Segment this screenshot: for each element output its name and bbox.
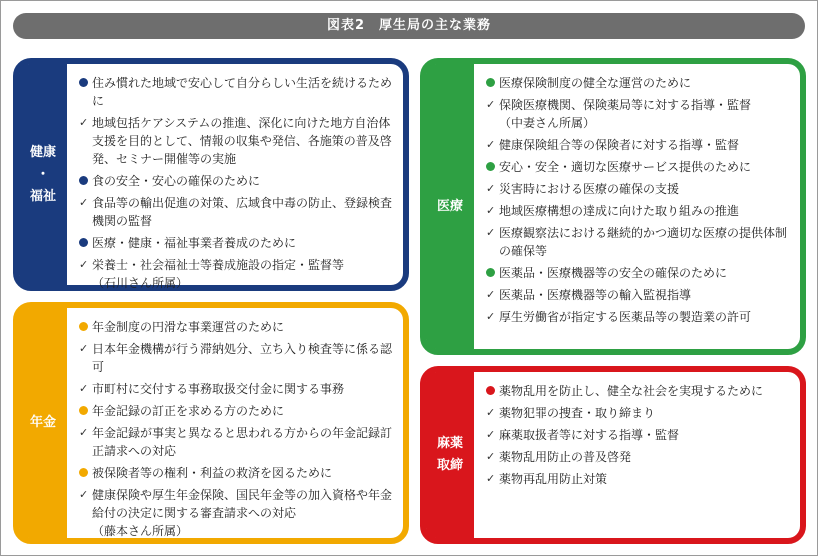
check-mark-icon: ✓	[486, 450, 496, 463]
item-text: 医療・健康・福祉事業者養成のために	[92, 236, 297, 250]
task-item	[79, 424, 395, 460]
task-item	[79, 486, 395, 540]
check-mark-icon: ✓	[486, 406, 496, 419]
bullet-dot-icon	[79, 78, 88, 87]
panel-label-pension: 年金	[19, 308, 67, 538]
item-text: 医薬品・医療機器等の安全の確保のために	[499, 266, 728, 280]
panel-content-medical	[486, 74, 792, 330]
check-mark-icon: ✓	[486, 204, 496, 217]
task-item	[486, 308, 792, 326]
section-heading	[79, 402, 395, 420]
item-text: 市町村に交付する事務取扱交付金に関する事務	[92, 382, 345, 396]
bullet-dot-icon	[79, 464, 91, 482]
section-heading	[486, 264, 792, 282]
bullet-dot-icon	[79, 468, 88, 477]
panel-content-health-welfare	[79, 74, 395, 296]
check-mark-icon: ✓	[486, 138, 496, 151]
bullet-dot-icon	[486, 264, 498, 282]
panel-content-narcotics-control	[486, 382, 792, 492]
item-text: 薬物乱用防止の普及啓発	[499, 450, 632, 464]
panel-label-medical: 医療	[426, 64, 474, 349]
item-text: 医療観察法における継続的かつ適切な医療の提供体制の確保等	[499, 226, 788, 258]
check-mark-icon: ✓	[79, 116, 89, 129]
section-heading	[486, 382, 792, 400]
figure-title: 図表2 厚生局の主な業務	[13, 13, 805, 39]
bullet-dot-icon	[79, 238, 88, 247]
task-item	[79, 340, 395, 376]
check-mark-icon: ✓	[486, 288, 496, 301]
bullet-dot-icon	[79, 402, 91, 420]
item-text: 薬物再乱用防止対策	[499, 472, 608, 486]
task-item	[486, 224, 792, 260]
item-text: 年金記録が事実と異なると思われる方からの年金記録訂正請求への対応	[92, 426, 393, 458]
check-mark-icon: ✓	[486, 226, 496, 239]
item-text: 医療保険制度の健全な運営のために	[499, 76, 692, 90]
check-mark-icon: ✓	[79, 342, 89, 355]
bullet-dot-icon	[486, 382, 498, 400]
item-text: 麻薬取扱者等に対する指導・監督	[499, 428, 680, 442]
task-item	[486, 470, 792, 488]
item-text: 健康保険や厚生年金保険、国民年金等の加入資格や年金給付の決定に関する審査請求への対応 （藤本さん所属）	[92, 488, 393, 538]
item-text: 安心・安全・適切な医療サービス提供のために	[499, 160, 752, 174]
bullet-dot-icon	[486, 386, 495, 395]
item-text: 医薬品・医療機器等の輸入監視指導	[499, 288, 692, 302]
item-text: 地域包括ケアシステムの推進、深化に向けた地方自治体支援を目的として、情報の収集や発信、各施策の普及啓発、セミナー開催等の実施	[92, 116, 392, 166]
item-text: 食の安全・安心の確保のために	[92, 174, 261, 188]
item-text: 薬物犯罪の捜査・取り締まり	[499, 406, 656, 420]
section-heading	[79, 464, 395, 482]
bullet-dot-icon	[79, 406, 88, 415]
bullet-dot-icon	[79, 322, 88, 331]
bullet-dot-icon	[79, 234, 91, 252]
bullet-dot-icon	[79, 318, 91, 336]
item-text: 年金記録の訂正を求める方のために	[92, 404, 285, 418]
bullet-dot-icon	[486, 162, 495, 171]
panel-health-welfare	[13, 58, 409, 291]
task-item	[486, 448, 792, 466]
panel-label-narcotics-control: 麻薬 取締	[426, 372, 474, 538]
check-mark-icon: ✓	[79, 196, 89, 209]
check-mark-icon: ✓	[486, 98, 496, 111]
check-mark-icon: ✓	[486, 310, 496, 323]
item-text: 被保険者等の権利・利益の救済を図るために	[92, 466, 333, 480]
check-mark-icon: ✓	[486, 472, 496, 485]
task-item	[79, 380, 395, 398]
item-text: 地域医療構想の達成に向けた取り組みの推進	[499, 204, 740, 218]
task-item	[486, 404, 792, 422]
section-heading	[79, 234, 395, 252]
panel-label-health-welfare: 健康 ・ 福祉	[19, 64, 67, 285]
item-text: 災害時における医療の確保の支援	[499, 182, 680, 196]
bullet-dot-icon	[486, 78, 495, 87]
item-text: 薬物乱用を防止し、健全な社会を実現するために	[499, 384, 764, 398]
task-item	[486, 180, 792, 198]
task-item	[486, 136, 792, 154]
section-heading	[79, 318, 395, 336]
panel-medical	[420, 58, 806, 355]
section-heading	[486, 74, 792, 92]
check-mark-icon: ✓	[79, 426, 89, 439]
bullet-dot-icon	[79, 172, 91, 190]
task-item	[79, 256, 395, 292]
panel-pension	[13, 302, 409, 544]
item-text: 保険医療機関、保険薬局等に対する指導・監督 （中妻さん所属）	[499, 98, 752, 130]
item-text: 健康保険組合等の保険者に対する指導・監督	[499, 138, 740, 152]
check-mark-icon: ✓	[486, 182, 496, 195]
task-item	[486, 202, 792, 220]
item-text: 住み慣れた地域で安心して自分らしい生活を続けるために	[92, 76, 393, 108]
bullet-dot-icon	[486, 268, 495, 277]
check-mark-icon: ✓	[79, 488, 89, 501]
check-mark-icon: ✓	[79, 258, 89, 271]
item-text: 日本年金機構が行う滞納処分、立ち入り検査等に係る認可	[92, 342, 393, 374]
section-heading	[79, 74, 395, 110]
bullet-dot-icon	[79, 176, 88, 185]
item-text: 厚生労働省が指定する医薬品等の製造業の許可	[499, 310, 752, 324]
task-item	[79, 194, 395, 230]
bullet-dot-icon	[486, 158, 498, 176]
task-item	[486, 96, 792, 132]
task-item	[486, 426, 792, 444]
bullet-dot-icon	[79, 74, 91, 92]
panel-content-pension	[79, 318, 395, 544]
check-mark-icon: ✓	[486, 428, 496, 441]
task-item	[79, 114, 395, 168]
section-heading	[486, 158, 792, 176]
item-text: 年金制度の円滑な事業運営のために	[92, 320, 285, 334]
task-item	[486, 286, 792, 304]
item-text: 栄養士・社会福祉士等養成施設の指定・監督等 （石川さん所属）	[92, 258, 345, 290]
panel-narcotics-control	[420, 366, 806, 544]
check-mark-icon: ✓	[79, 382, 89, 395]
item-text: 食品等の輸出促進の対策、広域食中毒の防止、登録検査機関の監督	[92, 196, 393, 228]
section-heading	[79, 172, 395, 190]
bullet-dot-icon	[486, 74, 498, 92]
